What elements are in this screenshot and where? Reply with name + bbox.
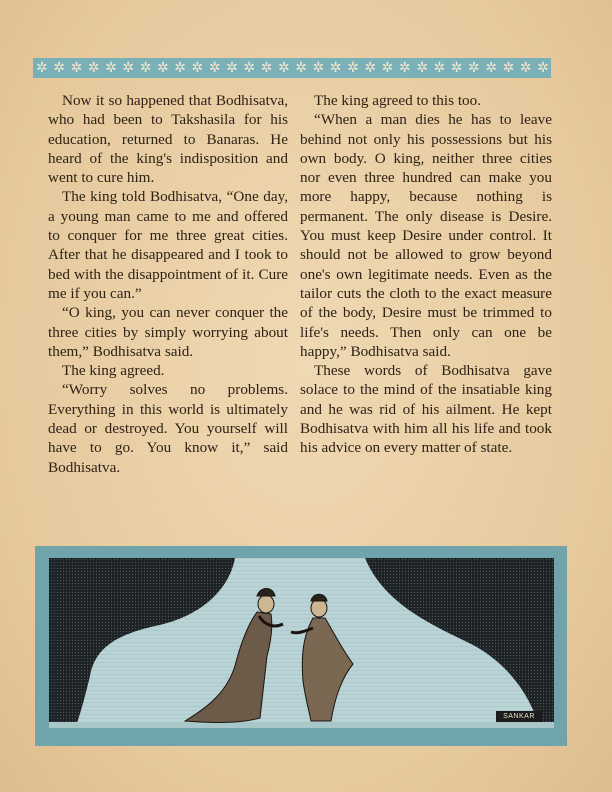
star-ornament-icon: ✲ [329, 60, 341, 76]
stage-floor [49, 722, 554, 728]
paragraph: “When a man dies he has to leave behind not only his possessions but his own body. O king, neither three cities nor even three hundred can make you more happy, because nothing is permanent. The only disease is Desire. You must keep Desire under control. It should not be allowed to grow beyond one's own legitimate needs. Even as the tailor cuts the cloth to the exact measure of the body, Desire must be trimmed to life's needs. Then only can one be happy,” Bodhisatva said. [300, 111, 552, 360]
story-illustration [35, 546, 567, 746]
star-ornament-icon: ✲ [191, 60, 203, 76]
star-ornament-icon: ✲ [450, 60, 462, 76]
star-ornament-icon: ✲ [416, 60, 427, 76]
star-ornament-icon: ✲ [53, 60, 65, 76]
paragraph: These words of Bodhisatva gave solace to the mind of the insatiable king and he was rid of his ailment. He kept Bodhisatva with him all his life and took his advice on every matter of state. [300, 362, 552, 457]
star-ornament-icon: ✲ [122, 60, 134, 76]
artist-signature: SANKAR [496, 711, 542, 722]
star-ornament-icon: ✲ [139, 60, 151, 76]
star-ornament-icon: ✲ [174, 60, 185, 76]
left-text-column [48, 91, 288, 477]
star-ornament-icon: ✲ [105, 60, 116, 76]
star-ornament-icon: ✲ [347, 60, 358, 76]
star-ornament-icon: ✲ [70, 60, 82, 76]
star-ornament-icon: ✲ [243, 60, 255, 76]
star-ornament-icon: ✲ [519, 60, 531, 76]
paragraph: The king agreed. [62, 362, 165, 380]
paragraph: The king told Bodhisatva, “One day, a young man came to me and offered to conquer for me three great cities. After that he disappeared and I took to bed with the disappointment of it. Cure me if you can.” [48, 188, 288, 302]
star-ornament-icon: ✲ [502, 60, 514, 76]
star-ornament-icon: ✲ [36, 60, 47, 76]
star-ornament-icon: ✲ [381, 60, 393, 76]
right-text-column [300, 91, 552, 458]
star-ornament-icon: ✲ [398, 60, 410, 76]
star-ornament-icon: ✲ [295, 60, 306, 76]
paragraph: The king agreed to this too. [314, 92, 482, 109]
star-ornament-icon: ✲ [226, 60, 237, 76]
star-ornament-icon: ✲ [364, 60, 376, 76]
paragraph: Now it so happened that Bodhisatva, who had been to Takshasila for his education, returned to Banaras. He heard of the king's indisposition and went to cure him. [48, 92, 288, 187]
paragraph: “O king, you can never conquer the three cities by simply worrying about them,” Bodhisatva said. [48, 304, 288, 360]
star-ornament-icon: ✲ [433, 60, 445, 76]
star-ornament-icon: ✲ [260, 60, 272, 76]
decorative-star-border [33, 58, 551, 78]
star-ornament-icon: ✲ [277, 60, 289, 76]
star-ornament-icon: ✲ [485, 60, 497, 76]
star-ornament-icon: ✲ [87, 60, 99, 76]
star-ornament-icon: ✲ [312, 60, 324, 76]
star-ornament-icon: ✲ [537, 60, 548, 76]
star-ornament-icon: ✲ [208, 60, 220, 76]
star-ornament-icon: ✲ [468, 60, 479, 76]
paragraph: “Worry solves no problems. Everything in this world is ultimately dead or destroyed. You yourself will have to go. You know it,” said Bodhisatva. [48, 381, 288, 476]
star-ornament-icon: ✲ [156, 60, 168, 76]
